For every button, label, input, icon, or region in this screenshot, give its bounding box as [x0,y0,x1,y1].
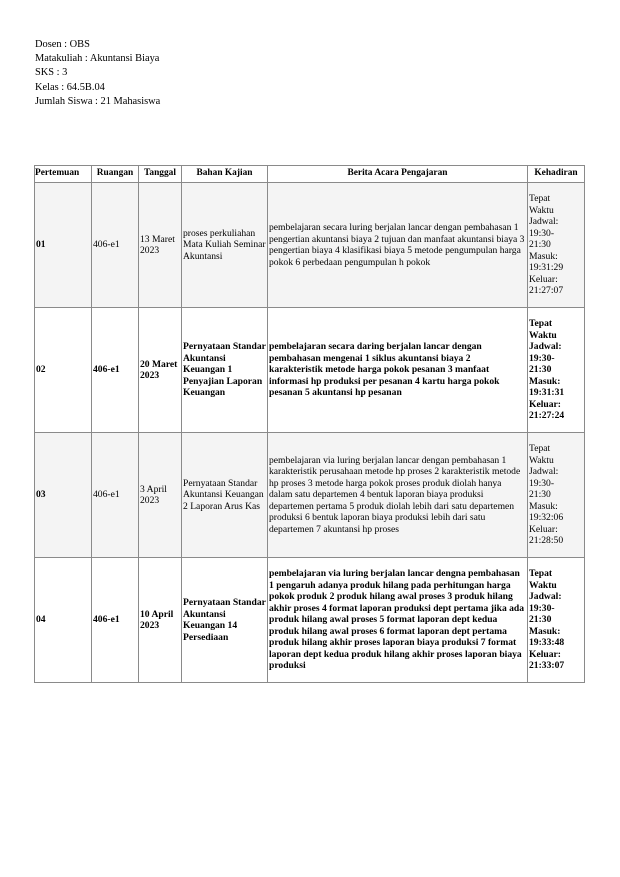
meeting-number: 01 [35,183,92,308]
attendance-line: Keluar: [529,273,558,285]
attendance-line: Keluar: [529,398,561,410]
attendance-line: Masuk: [529,375,561,387]
table-row [35,433,585,558]
table-header-row [35,166,585,183]
course-info [35,38,160,109]
meeting-number: 02 [35,308,92,433]
study-material: proses perkuliahan Mata Kuliah Seminar Akuntansi [182,183,268,308]
attendance [528,433,585,558]
teaching-report: pembelajaran secara daring berjalan lancar dengan pembahasan mengenai 1 siklus akuntansi biaya 2 karakteristik metode harga pokok pesanan 3 manfaat informasi hp produksi per pesanan 4 kartu harga pokok pesanan 5 akuntansi hp pesanan [268,308,528,433]
study-material: Pernyataan Standar Akuntansi Keuangan 14 Persediaan [182,558,268,683]
room: 406-e1 [92,183,139,308]
attendance [528,183,585,308]
study-material: Pernyataan Standar Akuntansi Keuangan 2 Laporan Arus Kas [182,433,268,558]
attendance-line: 19:32:06 [529,512,564,524]
room: 406-e1 [92,308,139,433]
attendance-line: 21:27:24 [529,410,565,422]
attendance-line: Jadwal: [529,591,562,603]
table-row [35,308,585,433]
lecturer-label: Dosen : OBS [35,39,90,50]
attendance-line: 19:30- [529,602,555,614]
column-header-kehadiran: Kehadiran [528,166,585,183]
attendance-line: Keluar: [529,648,561,660]
attendance-line: 19:30- [529,227,555,239]
attendance-line: Masuk: [529,500,558,512]
attendance-line: 21:30 [529,239,551,251]
attendance-line: Jadwal: [529,216,559,228]
date: 3 April 2023 [139,433,182,558]
attendance-line: 19:31:31 [529,387,565,399]
attendance [528,308,585,433]
attendance-line: 21:28:50 [529,535,564,547]
attendance-line: 19:30- [529,352,555,364]
attendance-line: Waktu [529,329,557,341]
attendance-line: Tepat [529,318,553,330]
attendance-line: Tepat [529,568,553,580]
attendance-line: 21:33:07 [529,660,565,672]
meeting-number: 04 [35,558,92,683]
course-label: Matakuliah : Akuntansi Biaya [35,53,160,65]
attendance-line: Waktu [529,204,554,216]
attendance-line: 21:30 [529,364,552,376]
attendance-line: Tepat [529,193,551,205]
room: 406-e1 [92,558,139,683]
attendance-line: 21:30 [529,614,552,626]
column-header-tanggal: Tanggal [139,166,182,183]
teaching-report: pembelajaran via luring berjalan lancar dengna pembahasan 1 pengaruh adanya produk hilang pada perhitungan harga pokok produk 2 produk hilang awal proses 3 produk hilang akhir proses 4 format laporan produksi dept pertama jika ada produk hilang awal proses 5 format laporan dept kedua produk hilang awal proses 6 format laporan dept pertama produk hilang akhir proses laporan biaya produksi 7 format laporan dept kedua produk hilang akhir proses laporan biaya produksi [268,558,528,683]
table-row [35,558,585,683]
student-count-label: Jumlah Siswa : 21 Mahasiswa [35,95,161,107]
table-row [35,183,585,308]
study-material: Pernyataan Standar Akuntansi Keuangan 1 Penyajian Laporan Keuangan [182,308,268,433]
teaching-journal-table [34,165,585,683]
date: 10 April 2023 [139,558,182,683]
attendance-line: Tepat [529,443,551,455]
attendance-line: 19:31:29 [529,262,564,274]
attendance-line: Masuk: [529,625,561,637]
attendance-line: Masuk: [529,250,558,262]
attendance-line: 21:27:07 [529,285,564,297]
teaching-report: pembelajaran via luring berjalan lancar dengan pembahasan 1 karakteristik perusahaan metode hp proses 2 karakteristik metode hp proses 3 metode harga pokok proses produk diolah hanya dalam satu departemen 4 bentuk laporan biaya produksi departemen pertama 5 produk diolah lebih dari satu departemen produksi 6 bentuk laporan biaya produksi lebih dari satu departemen 7 akuntansi hp proses [268,433,528,558]
column-header-ruangan: Ruangan [92,166,139,183]
attendance [528,558,585,683]
column-header-berita-acara: Berita Acara Pengajaran [268,166,528,183]
attendance-line: Waktu [529,579,557,591]
room: 406-e1 [92,433,139,558]
attendance-line: Jadwal: [529,341,562,353]
attendance-line: 19:33:48 [529,637,565,649]
date: 13 Maret 2023 [139,183,182,308]
attendance-line: Waktu [529,454,554,466]
column-header-bahan-kajian: Bahan Kajian [182,166,268,183]
column-header-pertemuan: Pertemuan [35,166,92,183]
teaching-report: pembelajaran secara luring berjalan lancar dengan pembahasan 1 pengertian akuntansi biaya 2 tujuan dan manfaat akuntansi biaya 3 pengertian biaya 4 klasifikasi biaya 5 metode pengumpulan harga pokok 6 perbedaan pengumpulan h pokok [268,183,528,308]
meeting-number: 03 [35,433,92,558]
attendance-line: 21:30 [529,489,551,501]
attendance-line: Jadwal: [529,466,559,478]
date: 20 Maret 2023 [139,308,182,433]
attendance-line: Keluar: [529,523,558,535]
credits-label: SKS : 3 [35,67,68,79]
class-label: Kelas : 64.5B.04 [35,81,105,93]
attendance-line: 19:30- [529,477,555,489]
